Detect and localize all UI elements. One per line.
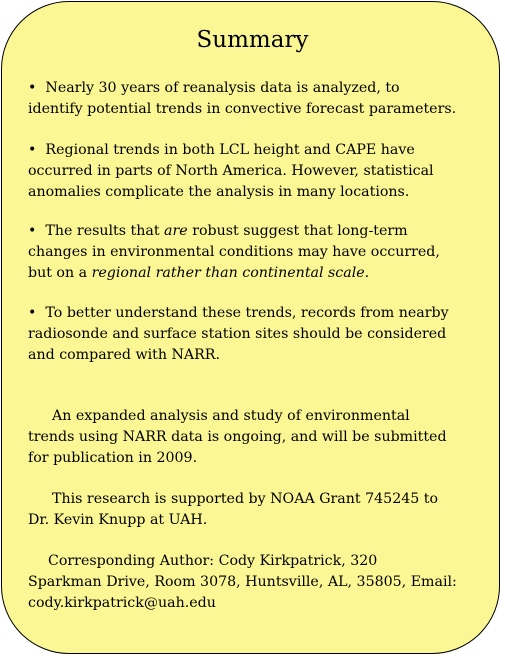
paragraph-line: for publication in 2009. xyxy=(28,450,198,466)
contact-email: cody.kirkpatrick@uah.edu xyxy=(28,595,216,611)
bullet-marker: • xyxy=(28,80,37,96)
paragraph-line: Sparkman Drive, Room 3078, Huntsville, AL, 35805, Email: xyxy=(28,574,457,590)
paragraph-line: trends using NARR data is ongoing, and will be submitted xyxy=(28,429,447,445)
bullet-item-reanalysis xyxy=(28,78,490,120)
bullet-text: The results that xyxy=(45,223,165,239)
bullet-marker: • xyxy=(28,142,37,158)
bullet-marker: • xyxy=(28,223,37,239)
bullet-text: Nearly 30 years of reanalysis data is analyzed, to xyxy=(45,80,400,96)
paragraph-line: Dr. Kevin Knupp at UAH. xyxy=(28,512,208,528)
bullet-marker: • xyxy=(28,305,37,321)
bullet-item-further-study xyxy=(28,303,490,366)
bullet-text: identify potential trends in convective forecast parameters. xyxy=(28,101,457,117)
paragraph-support xyxy=(28,489,490,531)
paragraph-line: This research is supported by NOAA Grant 745245 to xyxy=(52,491,439,507)
emphasis-text: are xyxy=(164,223,188,239)
bullet-text: Regional trends in both LCL height and CAPE have xyxy=(45,142,415,158)
bullet-text: occurred in parts of North America. However, statistical xyxy=(28,163,434,179)
paragraph-line: An expanded analysis and study of environmental xyxy=(52,408,410,424)
bullet-text: and compared with NARR. xyxy=(28,347,221,363)
bullet-item-robust-results xyxy=(28,221,490,284)
emphasis-text: regional rather than continental scale xyxy=(91,265,365,281)
paragraph-contact xyxy=(28,551,490,614)
bullet-text: radiosonde and surface station sites should be considered xyxy=(28,326,447,342)
panel-title: Summary xyxy=(196,27,309,53)
paragraph-expanded-analysis xyxy=(28,406,490,469)
bullet-text: anomalies complicate the analysis in many locations. xyxy=(28,184,410,200)
paragraph-line: Corresponding Author: Cody Kirkpatrick, 320 xyxy=(48,553,378,569)
bullet-text: . xyxy=(364,265,370,281)
bullet-text: but on a xyxy=(28,265,92,281)
bullet-text: To better understand these trends, records from nearby xyxy=(45,305,449,321)
bullet-item-regional-trends xyxy=(28,140,490,203)
bullet-text: changes in environmental conditions may have occurred, xyxy=(28,244,440,260)
bullet-text: robust suggest that long-term xyxy=(187,223,408,239)
